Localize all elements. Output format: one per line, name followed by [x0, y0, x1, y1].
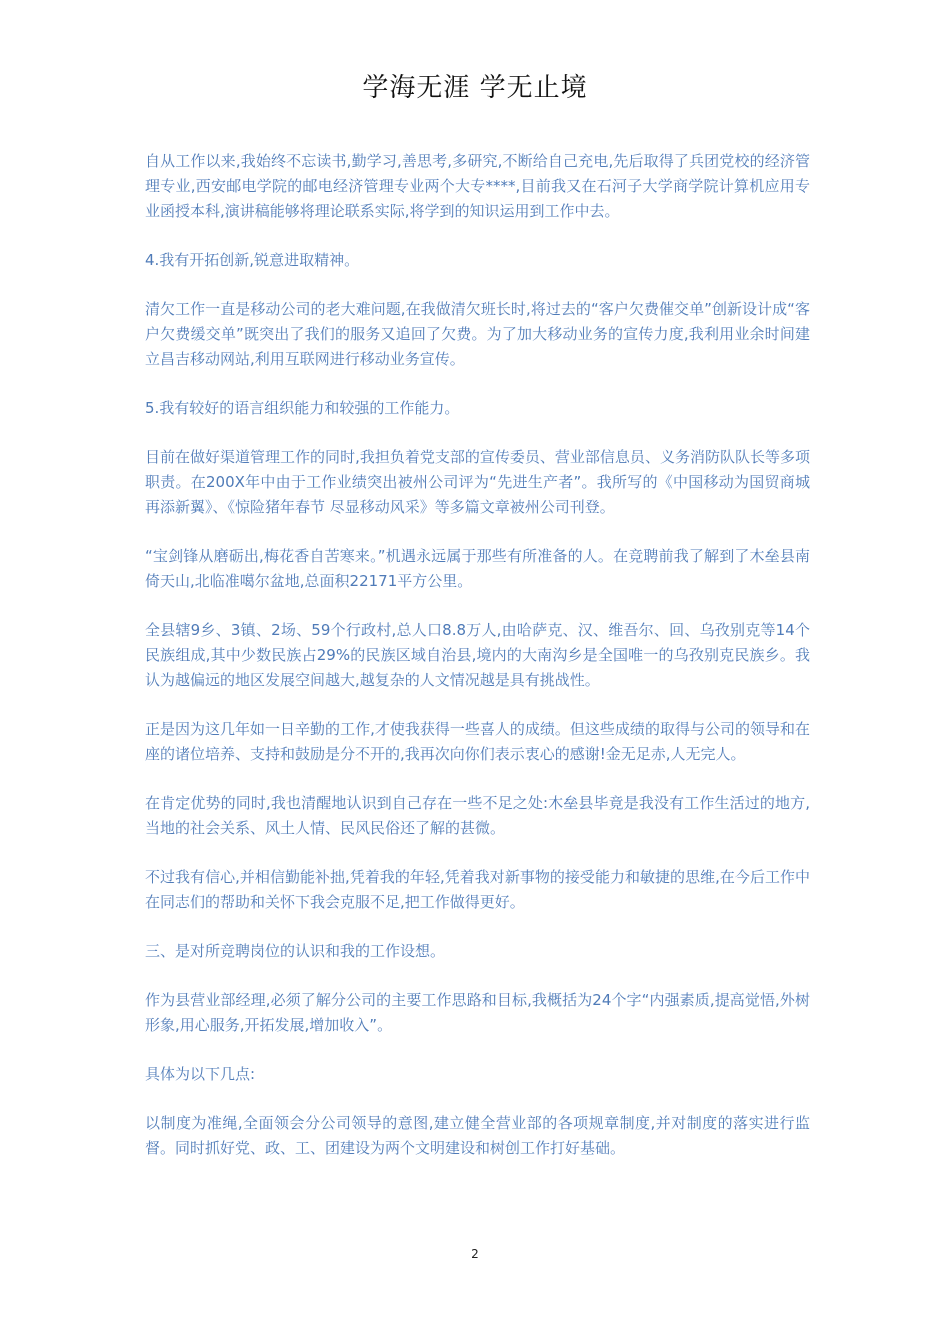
paragraph-county-overview: 全县辖9乡、3镇、2场、59个行政村,总人口8.8万人,由哈萨克、汉、维吾尔、回、乌孜别克等14个民族组成,其中少数民族占29%的民族区域自治县,境内的大南沟乡是全国唯一的乌孜别克民族乡。我认为越偏远的地区发展空间越大,越复杂的人文情况越是具有挑战性。: [145, 621, 810, 689]
paragraph-gratitude: 正是因为这几年如一日辛勤的工作,才使我获得一些喜人的成绩。但这些成绩的取得与公司的领导和在座的诸位培养、支持和鼓励是分不开的,我再次向你们表示衷心的感谢!金无足赤,人无完人。: [145, 720, 810, 763]
paragraph-confidence: 不过我有信心,并相信勤能补拙,凭着我的年轻,凭着我对新事物的接受能力和敏捷的思维,在今后工作中在同志们的帮助和关怀下我会克服不足,把工作做得更好。: [145, 868, 810, 911]
paragraph-shortcomings: 在肯定优势的同时,我也清醒地认识到自己存在一些不足之处:木垒县毕竟是我没有工作生活过的地方,当地的社会关系、风土人情、民风民俗还了解的甚微。: [145, 794, 810, 837]
page-number: 2: [471, 1247, 479, 1261]
paragraph-heading-innovation: 4.我有开拓创新,锐意进取精神。: [145, 251, 360, 269]
paragraph-rules-system: 以制度为准绳,全面领会分公司领导的意图,建立健全营业部的各项规章制度,并对制度的落实进行监督。同时抓好党、政、工、团建设为两个文明建设和树创工作打好基础。: [145, 1114, 810, 1157]
paragraph-heading-section-three: 三、是对所竞聘岗位的认识和我的工作设想。: [145, 942, 446, 960]
paragraph-goals: 作为县营业部经理,必须了解分公司的主要工作思路和目标,我概括为24个字“内强素质,提高觉悟,外树形象,用心服务,开拓发展,增加收入”。: [145, 991, 810, 1034]
paragraph-self-study: 自从工作以来,我始终不忘读书,勤学习,善思考,多研究,不断给自己充电,先后取得了兵团党校的经济管理专业,西安邮电学院的邮电经济管理专业两个大专****,目前我又在石河子大学商学院计算机应用专业函授本科,演讲稿能够将理论联系实际,将学到的知识运用到工作中去。: [145, 152, 810, 220]
document-body: [145, 149, 810, 1185]
paragraph-duties: 目前在做好渠道管理工作的同时,我担负着党支部的宣传委员、营业部信息员、义务消防队队长等多项职责。在200X年中由于工作业绩突出被州公司评为“先进生产者”。我所写的《中国移动为国贸商城再添新翼》、《惊险猪年春节 尽显移动风采》等多篇文章被州公司刊登。: [145, 448, 810, 516]
page-header-title: 学海无涯 学无止境: [362, 73, 588, 103]
paragraph-heading-language-ability: 5.我有较好的语言组织能力和较强的工作能力。: [145, 399, 460, 417]
paragraph-opportunity: “宝剑锋从磨砺出,梅花香自苦寒来。”机遇永远属于那些有所准备的人。在竞聘前我了解到了木垒县南倚天山,北临准噶尔盆地,总面积22171平方公里。: [145, 547, 810, 590]
paragraph-debt-collection: 清欠工作一直是移动公司的老大难问题,在我做清欠班长时,将过去的“客户欠费催交单”创新设计成“客户欠费缓交单”既突出了我们的服务又追回了欠费。为了加大移动业务的宣传力度,我利用业余时间建立昌吉移动网站,利用互联网进行移动业务宣传。: [145, 300, 810, 368]
paragraph-points-intro: 具体为以下几点:: [145, 1065, 256, 1083]
